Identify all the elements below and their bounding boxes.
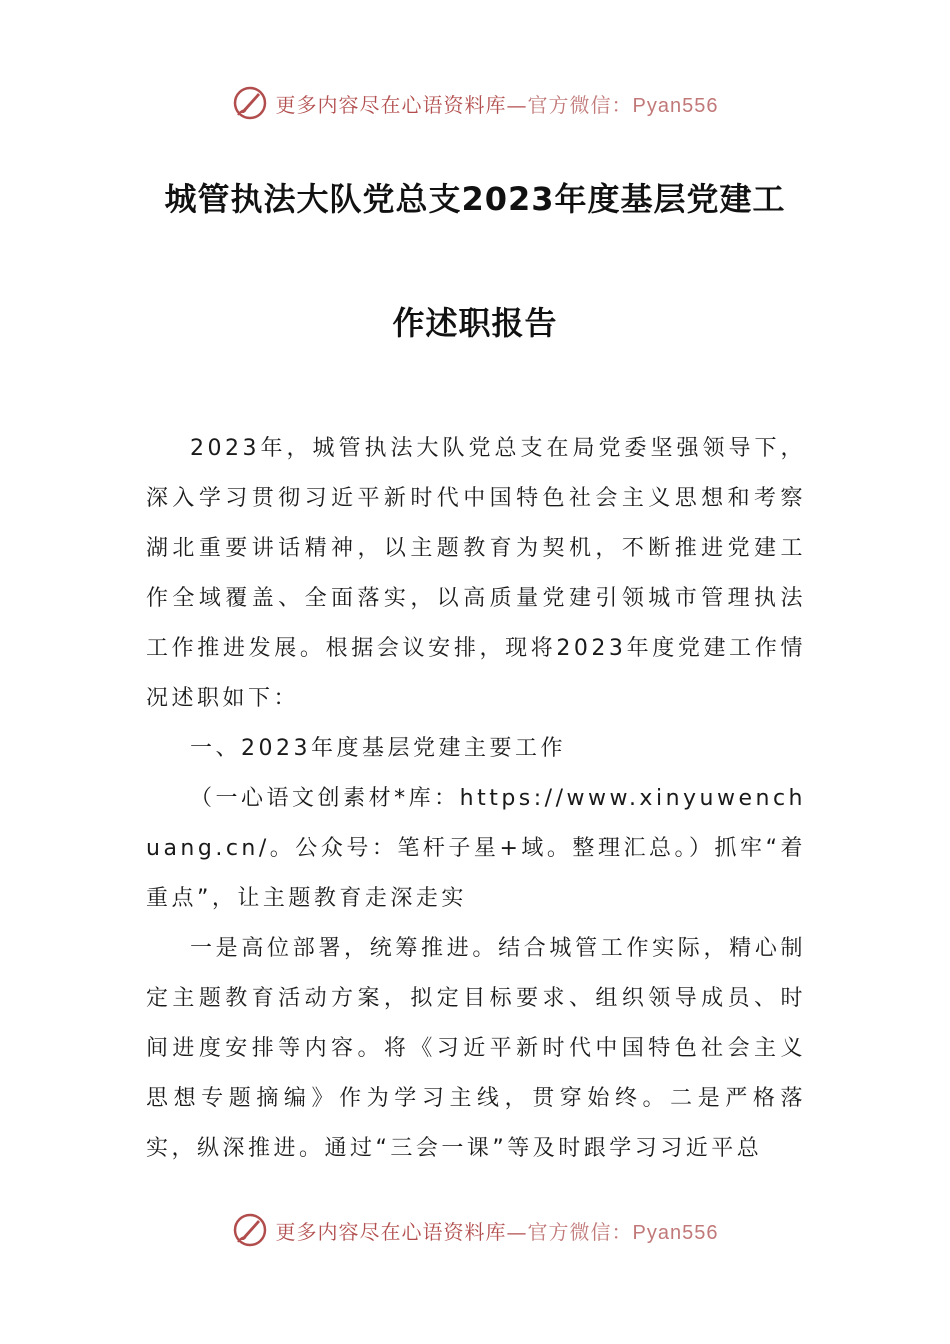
document-body — [146, 424, 806, 1174]
quill-pen-logo-icon — [232, 1212, 268, 1248]
watermark-wechat-id: Pyan556 — [632, 94, 719, 117]
paragraph-intro: 2023年，城管执法大队党总支在局党委坚强领导下，深入学习贯彻习近平新时代中国特色社会主义思想和考察湖北重要讲话精神，以主题教育为契机，不断推进党建工作全域覆盖、全面落实，以高质量党建引领城市管理执法工作推进发展。根据会议安排，现将2023年度党建工作情况述职如下： — [146, 436, 806, 711]
watermark-site-text: 更多内容尽在心语资料库— — [275, 1219, 528, 1244]
watermark-text — [276, 89, 719, 118]
paragraph-content: 一是高位部署，统筹推进。结合城管工作实际，精心制定主题教育活动方案，拟定目标要求、组织领导成员、时间进度安排等内容。将《习近平新时代中国特色社会主义思想专题摘编》作为学习主线，贯穿始终。二是严格落实，纵深推进。通过“三会一课”等及时跟学习习近平总 — [146, 936, 806, 1161]
footer-watermark — [0, 1210, 950, 1250]
quill-pen-logo-icon — [232, 85, 268, 121]
header-watermark — [0, 83, 950, 123]
watermark-wechat-id: Pyan556 — [632, 1221, 719, 1244]
section-heading: 一、2023年度基层党建主要工作 — [190, 736, 566, 761]
subsection-heading: （一心语文创素材*库：https://www.xinyuwenchuang.cn/。公众号：笔杆子星+域。整理汇总。）抓牢“着重点”，让主题教育走深走实 — [146, 786, 806, 911]
watermark-text — [276, 1216, 719, 1245]
watermark-site-text: 更多内容尽在心语资料库— — [275, 92, 528, 117]
watermark-wechat-label: 官方微信： — [527, 1219, 633, 1244]
document-title-line-2: 作述职报告 — [392, 304, 558, 342]
document-title-line-1: 城管执法大队党总支2023年度基层党建工 — [164, 180, 786, 218]
watermark-wechat-label: 官方微信： — [527, 92, 633, 117]
